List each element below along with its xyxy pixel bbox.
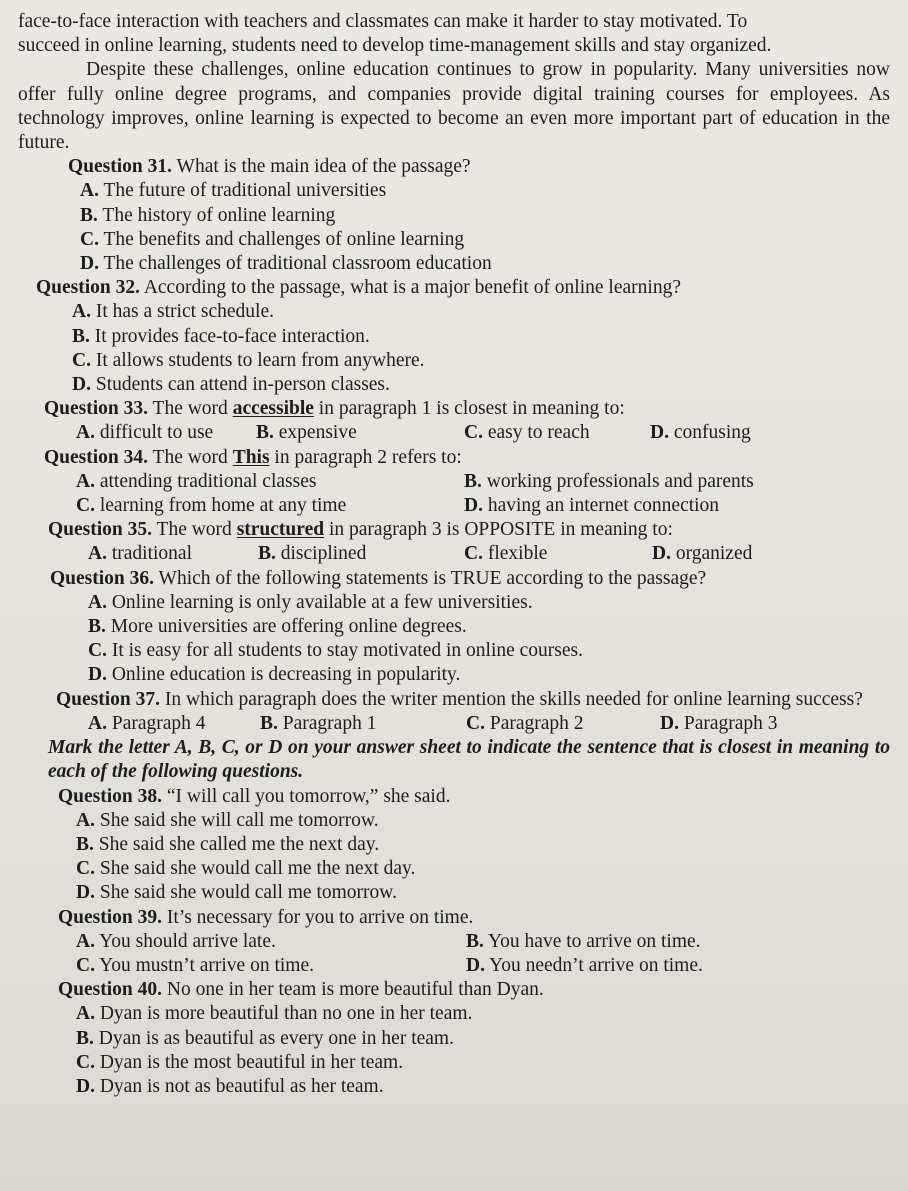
option-a: A. difficult to use [76, 422, 214, 444]
question-40 [18, 978, 890, 1002]
option-c: C. It allows students to learn from anywhere. [72, 349, 425, 371]
question-text: According to the passage, what is a major benefit of online learning? [140, 277, 681, 299]
option-a: A. Dyan is more beautiful than no one in her team. [76, 1003, 473, 1025]
question-text: What is the main idea of the passage? [172, 156, 471, 178]
question-number: Question 35. [48, 519, 153, 541]
question-39-options-row-1 [18, 930, 890, 954]
keyword: structured [236, 519, 325, 541]
question-33-options [18, 421, 890, 445]
question-text: It’s necessary for you to arrive on time. [162, 906, 474, 928]
option-a: A. Paragraph 4 [88, 712, 206, 734]
question-33: Question 33. The word accessible in paragraph 1 is closest in meaning to: [44, 398, 625, 420]
option-b: B. The history of online learning [80, 204, 336, 226]
option-a: A. You should arrive late. [76, 930, 276, 952]
keyword: accessible [232, 398, 314, 420]
option-d: D. The challenges of traditional classroom education [80, 253, 492, 275]
question-text: Which of the following statements is TRUE according to the passage? [154, 567, 707, 589]
question-39-options-row-2 [18, 954, 890, 978]
question-31 [18, 155, 890, 179]
option-a: A. It has a strict schedule. [72, 301, 274, 323]
option-c: C. The benefits and challenges of online learning [80, 228, 465, 250]
question-number: Question 36. [50, 567, 155, 589]
question-34-options-row-2 [18, 494, 890, 518]
passage-line-2: succeed in online learning, students need to develop time-management skills and stay organized. [18, 35, 772, 57]
option-b: B. More universities are offering online degrees. [88, 616, 467, 638]
option-d: D. Students can attend in-person classes. [72, 374, 390, 396]
option-c: C. She said she would call me the next day. [76, 858, 416, 880]
question-35: Question 35. The word structured in paragraph 3 is OPPOSITE in meaning to: [48, 519, 673, 541]
question-number: Question 37. [56, 688, 161, 710]
option-d: D. Online education is decreasing in popularity. [88, 664, 461, 686]
option-a: A. Online learning is only available at a few universities. [88, 591, 533, 613]
passage-line-1: face-to-face interaction with teachers and classmates can make it harder to stay motivated. To [18, 11, 748, 32]
question-text: “I will call you tomorrow,” she said. [162, 785, 451, 807]
option-d: D. organized [652, 543, 753, 565]
option-b: B. expensive [256, 422, 357, 444]
option-c: C. learning from home at any time [76, 495, 347, 517]
option-d: D. confusing [650, 422, 751, 444]
question-32-options [18, 300, 890, 397]
option-c: C. easy to reach [464, 422, 590, 444]
question-38 [18, 785, 890, 809]
option-a: A. traditional [88, 543, 192, 565]
question-40-options [18, 1002, 890, 1099]
question-36-options [18, 591, 890, 688]
question-text: In which paragraph does the writer mention the skills needed for online learning success? [160, 688, 863, 710]
option-c: C. Dyan is the most beautiful in her team. [76, 1051, 404, 1073]
option-c: C. You mustn’t arrive on time. [76, 954, 314, 976]
question-37 [18, 688, 890, 712]
question-number: Question 34. [44, 446, 149, 468]
section-instruction: Mark the letter A, B, C, or D on your answer sheet to indicate the sentence that is closest in meaning to each of the following questions. [48, 737, 890, 783]
question-number: Question 40. [58, 979, 163, 1001]
option-d: D. Paragraph 3 [660, 712, 778, 734]
question-32 [18, 276, 890, 300]
option-d: D. You needn’t arrive on time. [466, 954, 703, 976]
question-number: Question 31. [68, 156, 173, 178]
option-c: C. It is easy for all students to stay motivated in online courses. [88, 640, 584, 662]
option-d: D. having an internet connection [464, 495, 720, 517]
question-36 [18, 567, 890, 591]
option-b: B. working professionals and parents [464, 470, 754, 492]
option-b: B. Dyan is as beautiful as every one in her team. [76, 1027, 454, 1049]
option-c: C. flexible [464, 543, 548, 565]
question-number: Question 39. [58, 906, 163, 928]
passage-paragraph: Despite these challenges, online education continues to grow in popularity. Many universities now offer fully online degree programs, and companies provide digital training courses for employees. As technology improves, online learning is expected to become an even more important part of education in the future. [18, 59, 890, 154]
question-37-options [18, 712, 890, 736]
option-b: B. It provides face-to-face interaction. [72, 325, 370, 347]
option-a: A. attending traditional classes [76, 470, 317, 492]
option-b: B. Paragraph 1 [260, 712, 377, 734]
option-c: C. Paragraph 2 [466, 712, 584, 734]
option-a: A. The future of traditional universities [80, 180, 387, 202]
question-38-options [18, 809, 890, 906]
question-number: Question 32. [36, 277, 141, 299]
question-39 [18, 906, 890, 930]
question-number: Question 33. [44, 398, 149, 420]
keyword: This [232, 446, 270, 468]
option-b: B. She said she called me the next day. [76, 833, 380, 855]
question-34-options-row-1 [18, 470, 890, 494]
option-b: B. You have to arrive on time. [466, 930, 701, 952]
option-a: A. She said she will call me tomorrow. [76, 809, 379, 831]
question-34: Question 34. The word This in paragraph 2 refers to: [44, 446, 462, 468]
question-number: Question 38. [58, 785, 163, 807]
option-d: D. She said she would call me tomorrow. [76, 882, 397, 904]
question-35-options [18, 542, 890, 566]
question-31-options [18, 179, 890, 276]
option-d: D. Dyan is not as beautiful as her team. [76, 1075, 384, 1097]
question-text: No one in her team is more beautiful than Dyan. [162, 979, 544, 1001]
option-b: B. disciplined [258, 543, 367, 565]
